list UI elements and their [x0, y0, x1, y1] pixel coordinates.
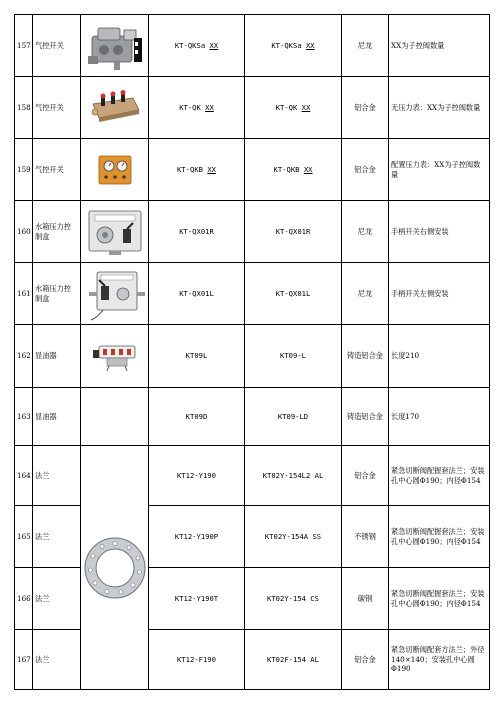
product-name: 水箱压力控制盒 [33, 263, 81, 325]
product-image-cell [81, 15, 149, 77]
code-2: KT02Y-154A SS [245, 506, 342, 568]
row-number: 157 [15, 15, 33, 77]
pneumatic-switch-gauges-icon [95, 150, 135, 190]
material: 尼龙 [342, 15, 389, 77]
row-number: 163 [15, 388, 33, 446]
code-1: KT-QKB XX [149, 139, 245, 201]
table-row [15, 139, 490, 201]
table-row [15, 201, 490, 263]
material: 铝合金 [342, 77, 389, 139]
table-row [15, 263, 490, 325]
product-name: 法兰 [33, 630, 81, 690]
material: 不锈钢 [342, 506, 389, 568]
table-row [15, 446, 490, 506]
product-name: 法兰 [33, 506, 81, 568]
control-box-left-icon [83, 266, 147, 322]
flange-ring-icon [82, 535, 148, 601]
product-name: 气控开关 [33, 77, 81, 139]
remark: 紧急切断阀配套方法兰；外径140×140；安装孔中心圆Φ190 [389, 630, 490, 690]
code-2: KT02Y-154L2 AL [245, 446, 342, 506]
product-image-cell [81, 139, 149, 201]
product-image-cell [81, 325, 149, 388]
code-2: KT02F-154 AL [245, 630, 342, 690]
product-name: 显油器 [33, 388, 81, 446]
table-row [15, 15, 490, 77]
remark: XX为子控阀数量 [389, 15, 490, 77]
code-2: KT02Y-154 CS [245, 568, 342, 630]
table-row [15, 325, 490, 388]
code-2: KT-QX01L [245, 263, 342, 325]
pneumatic-switch-gearbox-icon [84, 20, 146, 72]
table-row [15, 388, 490, 446]
remark: 手柄开关右侧安装 [389, 201, 490, 263]
code-1: KT09D [149, 388, 245, 446]
row-number: 166 [15, 568, 33, 630]
material: 碳钢 [342, 568, 389, 630]
code-1: KT12-Y190T [149, 568, 245, 630]
code-2: KT-QKB XX [245, 139, 342, 201]
material: 铝合金 [342, 630, 389, 690]
code-2: KT-QX01R [245, 201, 342, 263]
product-image-cell [81, 201, 149, 263]
material: 铸造铝合金 [342, 388, 389, 446]
code-2: KT09-L [245, 325, 342, 388]
row-number: 162 [15, 325, 33, 388]
code-1: KT-QX01R [149, 201, 245, 263]
remark: 紧急切断阀配握套法兰；安装孔中心圆Φ190；内径Φ154 [389, 446, 490, 506]
code-1: KT12-F190 [149, 630, 245, 690]
remark: 紧急切断阀配握套法兰；安装孔中心圆Φ190；内径Φ154 [389, 568, 490, 630]
row-number: 160 [15, 201, 33, 263]
remark: 长度210 [389, 325, 490, 388]
table-row [15, 77, 490, 139]
product-name: 气控开关 [33, 139, 81, 201]
product-name: 法兰 [33, 568, 81, 630]
remark: 紧急切断阀配握套法兰；安装孔中心圆Φ190；内径Φ154 [389, 506, 490, 568]
material: 尼龙 [342, 263, 389, 325]
remark: 长度170 [389, 388, 490, 446]
oil-indicator-icon [89, 340, 141, 372]
code-1: KT09L [149, 325, 245, 388]
product-image-cell [81, 77, 149, 139]
code-2: KT-QKSa XX [245, 15, 342, 77]
material: 铸造铝合金 [342, 325, 389, 388]
remark: 手柄开关左侧安装 [389, 263, 490, 325]
row-number: 164 [15, 446, 33, 506]
product-image-cell [81, 388, 149, 446]
code-1: KT12-Y190 [149, 446, 245, 506]
remark: 配置压力表：XX为子控阀数量 [389, 139, 490, 201]
row-number: 167 [15, 630, 33, 690]
product-name: 法兰 [33, 446, 81, 506]
row-number: 159 [15, 139, 33, 201]
code-1: KT12-Y190P [149, 506, 245, 568]
code-2: KT-QK XX [245, 77, 342, 139]
control-box-right-icon [83, 207, 147, 257]
pneumatic-switch-bar-icon [87, 90, 143, 126]
product-name: 显油器 [33, 325, 81, 388]
flange-image-cell [81, 446, 149, 690]
material: 铝合金 [342, 446, 389, 506]
product-name: 水箱压力控制盒 [33, 201, 81, 263]
code-1: KT-QX01L [149, 263, 245, 325]
row-number: 165 [15, 506, 33, 568]
material: 尼龙 [342, 201, 389, 263]
code-2: KT09-LD [245, 388, 342, 446]
product-name: 气控开关 [33, 15, 81, 77]
code-1: KT-QK XX [149, 77, 245, 139]
remark: 无压力表：XX为子控阀数量 [389, 77, 490, 139]
row-number: 161 [15, 263, 33, 325]
product-table [14, 14, 490, 690]
code-1: KT-QKSa XX [149, 15, 245, 77]
material: 铝合金 [342, 139, 389, 201]
product-image-cell [81, 263, 149, 325]
row-number: 158 [15, 77, 33, 139]
